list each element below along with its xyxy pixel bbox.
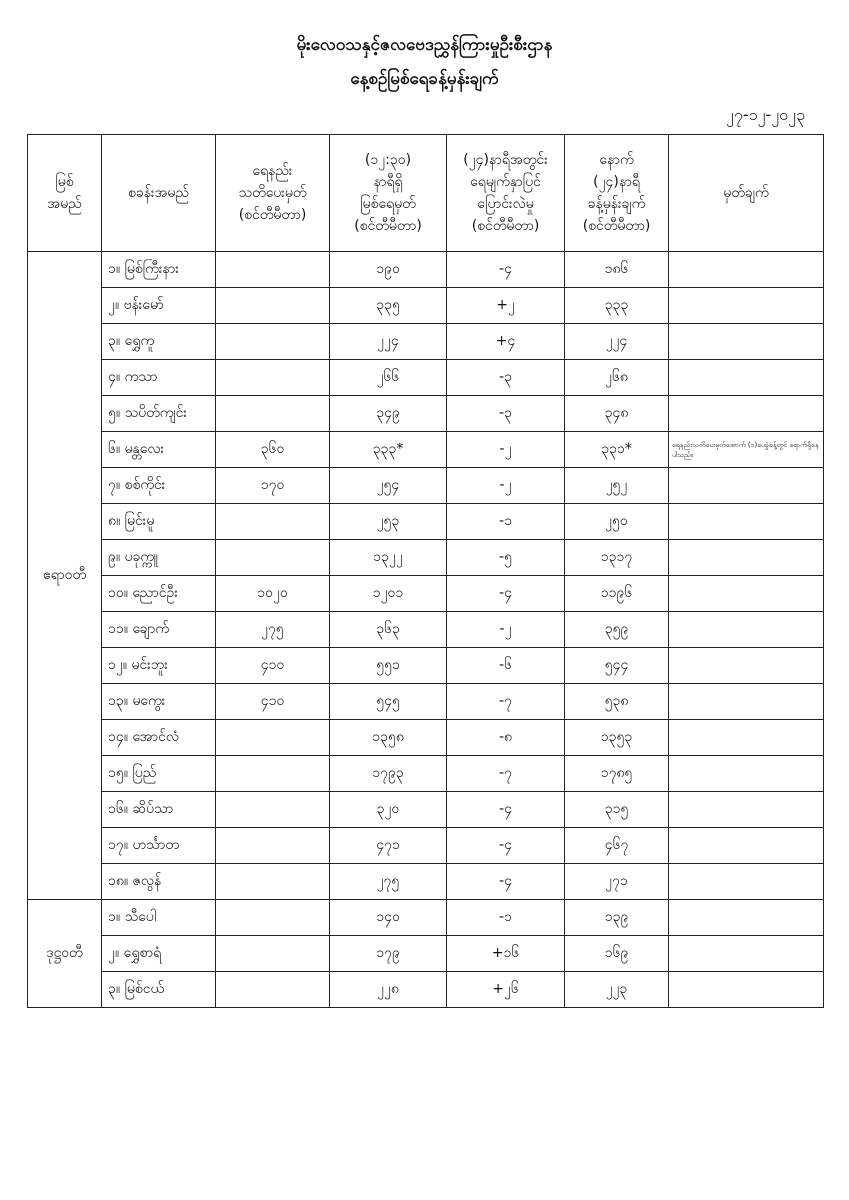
forecast-cell: ၁၃၅၃ [565,720,669,756]
forecast-cell: ၂၂၃ [565,972,669,1008]
header-change [447,135,565,252]
station-name-cell: ၈။ မြင်းမူ [102,504,216,540]
remark-cell [669,396,824,432]
forecast-cell: ၃၃၃ [565,288,669,324]
remark-cell [669,288,824,324]
change-cell: -၄ [447,792,565,828]
change-cell: +၁၆ [447,936,565,972]
change-cell: +၄ [447,324,565,360]
table-row [28,252,824,288]
remark-cell [669,936,824,972]
station-name-cell: ၃။ မြစ်ငယ် [102,972,216,1008]
danger-level-cell: ၁၀၂၀ [216,576,330,612]
observed-level-cell: ၂၂၄ [330,324,447,360]
table-row [28,360,824,396]
header-line: (၂၄)နာရီ [593,174,640,190]
header-line: (စင်တီမီတာ) [354,218,422,234]
header-line: မြစ် [55,174,74,190]
table-row [28,504,824,540]
station-name-cell: ၁၂။ မင်းဘူး [102,648,216,684]
table-row [28,288,824,324]
table-body [28,252,824,1008]
change-cell: -၅ [447,540,565,576]
header-line: (၁၂:၃၀) [364,152,412,168]
report-date: ၂၇-၁၂-၂၀၂၃ [726,105,805,124]
danger-level-cell [216,252,330,288]
danger-level-cell: ၄၁၀ [216,684,330,720]
header-line: (စင်တီမီတာ) [238,207,307,223]
forecast-cell: ၁၃၁၇ [565,540,669,576]
remark-cell [669,360,824,396]
observed-level-cell: ၃၂၀ [330,792,447,828]
change-cell: -၆ [447,648,565,684]
station-name-cell: ၁၀။ ညောင်ဦး [102,576,216,612]
table-row [28,396,824,432]
danger-level-cell [216,360,330,396]
station-name-cell: ၂။ ရွှေစာရံ [102,936,216,972]
table-row [28,684,824,720]
station-name-cell: ၇။ စစ်ကိုင်း [102,468,216,504]
table-row [28,324,824,360]
station-name-cell: ၁၇။ ဟင်္သာတ [102,828,216,864]
header-line: သတိပေးမှတ် [238,185,307,201]
station-name-cell: ၁၁။ ချောက် [102,612,216,648]
observed-level-cell: ၅၅၁ [330,648,447,684]
forecast-cell: ၁၆၉ [565,936,669,972]
forecast-cell: ၂၅၂ [565,468,669,504]
forecast-cell: ၃၃၁* [565,432,669,468]
danger-level-cell [216,504,330,540]
remark-cell [669,540,824,576]
change-cell: -၈ [447,720,565,756]
station-name-cell: ၁၈။ ဇလွန် [102,864,216,900]
observed-level-cell: ၂၅၄ [330,468,447,504]
observed-level-cell: ၁၂၀၁ [330,576,447,612]
table-row [28,900,824,936]
forecast-cell: ၂၂၄ [565,324,669,360]
change-cell: -၃ [447,360,565,396]
header-line: အမည် [47,196,82,212]
header-line: (၂၄)နာရီအတွင်း [463,152,548,168]
header-danger [216,135,330,252]
danger-level-cell [216,396,330,432]
river-forecast-table [27,134,824,1008]
river-name-cell: ဒုဋ္ဌဝတီ [28,900,102,1008]
remark-cell [669,900,824,936]
forecast-cell: ၂၆၈ [565,360,669,396]
table-row [28,756,824,792]
observed-level-cell: ၃၃၅ [330,288,447,324]
header-observed [330,135,447,252]
table-row [28,432,824,468]
station-name-cell: ၉။ ပခုက္ကူ [102,540,216,576]
observed-level-cell: ၁၄၀ [330,900,447,936]
header-remark [669,135,824,252]
observed-level-cell: ၃၃၃* [330,432,447,468]
danger-level-cell [216,864,330,900]
observed-level-cell: ၂၇၅ [330,864,447,900]
change-cell: +၂၆ [447,972,565,1008]
remark-cell [669,504,824,540]
forecast-cell: ၃၄၈ [565,396,669,432]
danger-level-cell [216,972,330,1008]
table-row [28,792,824,828]
table-row [28,648,824,684]
forecast-cell: ၄၆၇ [565,828,669,864]
river-name-cell: ဧရာဝတီ [28,252,102,900]
station-name-cell: ၅။ သပိတ်ကျင်း [102,396,216,432]
danger-level-cell: ၂၇၅ [216,612,330,648]
forecast-cell: ၂၅၀ [565,504,669,540]
change-cell: -၂ [447,468,565,504]
observed-level-cell: ၂၆၆ [330,360,447,396]
station-name-cell: ၂။ ဗန်းမော် [102,288,216,324]
station-name-cell: ၄။ ကသာ [102,360,216,396]
danger-level-cell: ၃၆၀ [216,432,330,468]
header-line: မှတ်ချက် [723,185,769,201]
remark-cell [669,576,824,612]
station-name-cell: ၃။ ရွှေကူ [102,324,216,360]
table-row [28,576,824,612]
remark-cell [669,756,824,792]
change-cell: -၂ [447,432,565,468]
forecast-cell: ၁၇၈၅ [565,756,669,792]
change-cell: -၄ [447,252,565,288]
change-cell: -၇ [447,684,565,720]
document-subtitle: နေ့စဉ်မြစ်ရေခန့်မှန်းချက် [350,69,499,89]
header-line: ခန့်မှန်းချက် [587,196,646,212]
change-cell: -၄ [447,864,565,900]
observed-level-cell: ၅၄၅ [330,684,447,720]
change-cell: -၄ [447,576,565,612]
danger-level-cell: ၁၇၀ [216,468,330,504]
header-forecast [565,135,669,252]
change-cell: -၄ [447,828,565,864]
danger-level-cell: ၄၁၀ [216,648,330,684]
header-line: (စင်တီမီတာ) [471,218,540,234]
table-row [28,468,824,504]
observed-level-cell: ၃၆၃ [330,612,447,648]
observed-level-cell: ၂၅၃ [330,504,447,540]
forecast-cell: ၃၁၅ [565,792,669,828]
station-name-cell: ၁။ သီပေါ [102,900,216,936]
observed-level-cell: ၃၄၉ [330,396,447,432]
header-river [28,135,102,252]
danger-level-cell [216,792,330,828]
danger-level-cell [216,756,330,792]
remark-cell [669,324,824,360]
header-line: နောက် [599,152,634,168]
danger-level-cell [216,540,330,576]
station-name-cell: ၆။ မန္တလေး [102,432,216,468]
station-name-cell: ၁။ မြစ်ကြီးနား [102,252,216,288]
station-name-cell: ၁၄။ အောင်လံ [102,720,216,756]
remark-cell [669,720,824,756]
header-line: ရေနည်း [252,163,293,179]
observed-level-cell: ၁၇၉၃ [330,756,447,792]
observed-level-cell: ၂၂၈ [330,972,447,1008]
danger-level-cell [216,828,330,864]
observed-level-cell: ၄၇၁ [330,828,447,864]
forecast-cell: ၃၅၉ [565,612,669,648]
change-cell: -၁ [447,504,565,540]
change-cell: +၂ [447,288,565,324]
forecast-cell: ၁၁၉၆ [565,576,669,612]
header-line: မြစ်ရေမှတ် [360,196,416,212]
observed-level-cell: ၁၉၀ [330,252,447,288]
remark-cell [669,468,824,504]
station-name-cell: ၁၃။ မကွေး [102,684,216,720]
danger-level-cell [216,288,330,324]
forecast-cell: ၁၃၉ [565,900,669,936]
danger-level-cell [216,720,330,756]
danger-level-cell [216,900,330,936]
header-line: စခန်းအမည် [128,185,189,201]
header-line: ပြောင်းလဲမှု [477,196,534,212]
danger-level-cell [216,936,330,972]
change-cell: -၇ [447,756,565,792]
header-line: (စင်တီမီတာ) [582,218,651,234]
header-row [28,135,824,252]
remark-cell [669,684,824,720]
change-cell: -၁ [447,900,565,936]
table-row [28,972,824,1008]
forecast-cell: ၂၇၁ [565,864,669,900]
observed-level-cell: ၁၃၂၂ [330,540,447,576]
header-line: နာရီရှိ [373,174,403,190]
table-row [28,828,824,864]
remark-cell [669,612,824,648]
document-title: မိုးလေဝသနှင့်ဇလဗေဒညွှန်ကြားမှုဦးစီးဌာန [296,35,553,55]
table-row [28,540,824,576]
remark-cell: ရေနည်းသတိပေးမှတ်အောက် (၁)ပေခွဲခန့်တွင် ရောက်ရှိနေပါသည်။ [669,432,824,468]
station-name-cell: ၁၅။ ပြည် [102,756,216,792]
table-row [28,864,824,900]
table-row [28,936,824,972]
remark-cell [669,252,824,288]
header-station [102,135,216,252]
observed-level-cell: ၁၃၅၈ [330,720,447,756]
forecast-cell: ၅၃၈ [565,684,669,720]
danger-level-cell [216,324,330,360]
remark-cell [669,648,824,684]
change-cell: -၃ [447,396,565,432]
observed-level-cell: ၁၇၉ [330,936,447,972]
station-name-cell: ၁၆။ ဆိပ်သာ [102,792,216,828]
forecast-cell: ၅၄၄ [565,648,669,684]
remark-cell [669,792,824,828]
table-row [28,612,824,648]
remark-cell [669,972,824,1008]
remark-cell [669,864,824,900]
forecast-cell: ၁၈၆ [565,252,669,288]
remark-cell [669,828,824,864]
header-line: ရေမျက်နှာပြင် [470,174,541,190]
table-row [28,720,824,756]
change-cell: -၂ [447,612,565,648]
